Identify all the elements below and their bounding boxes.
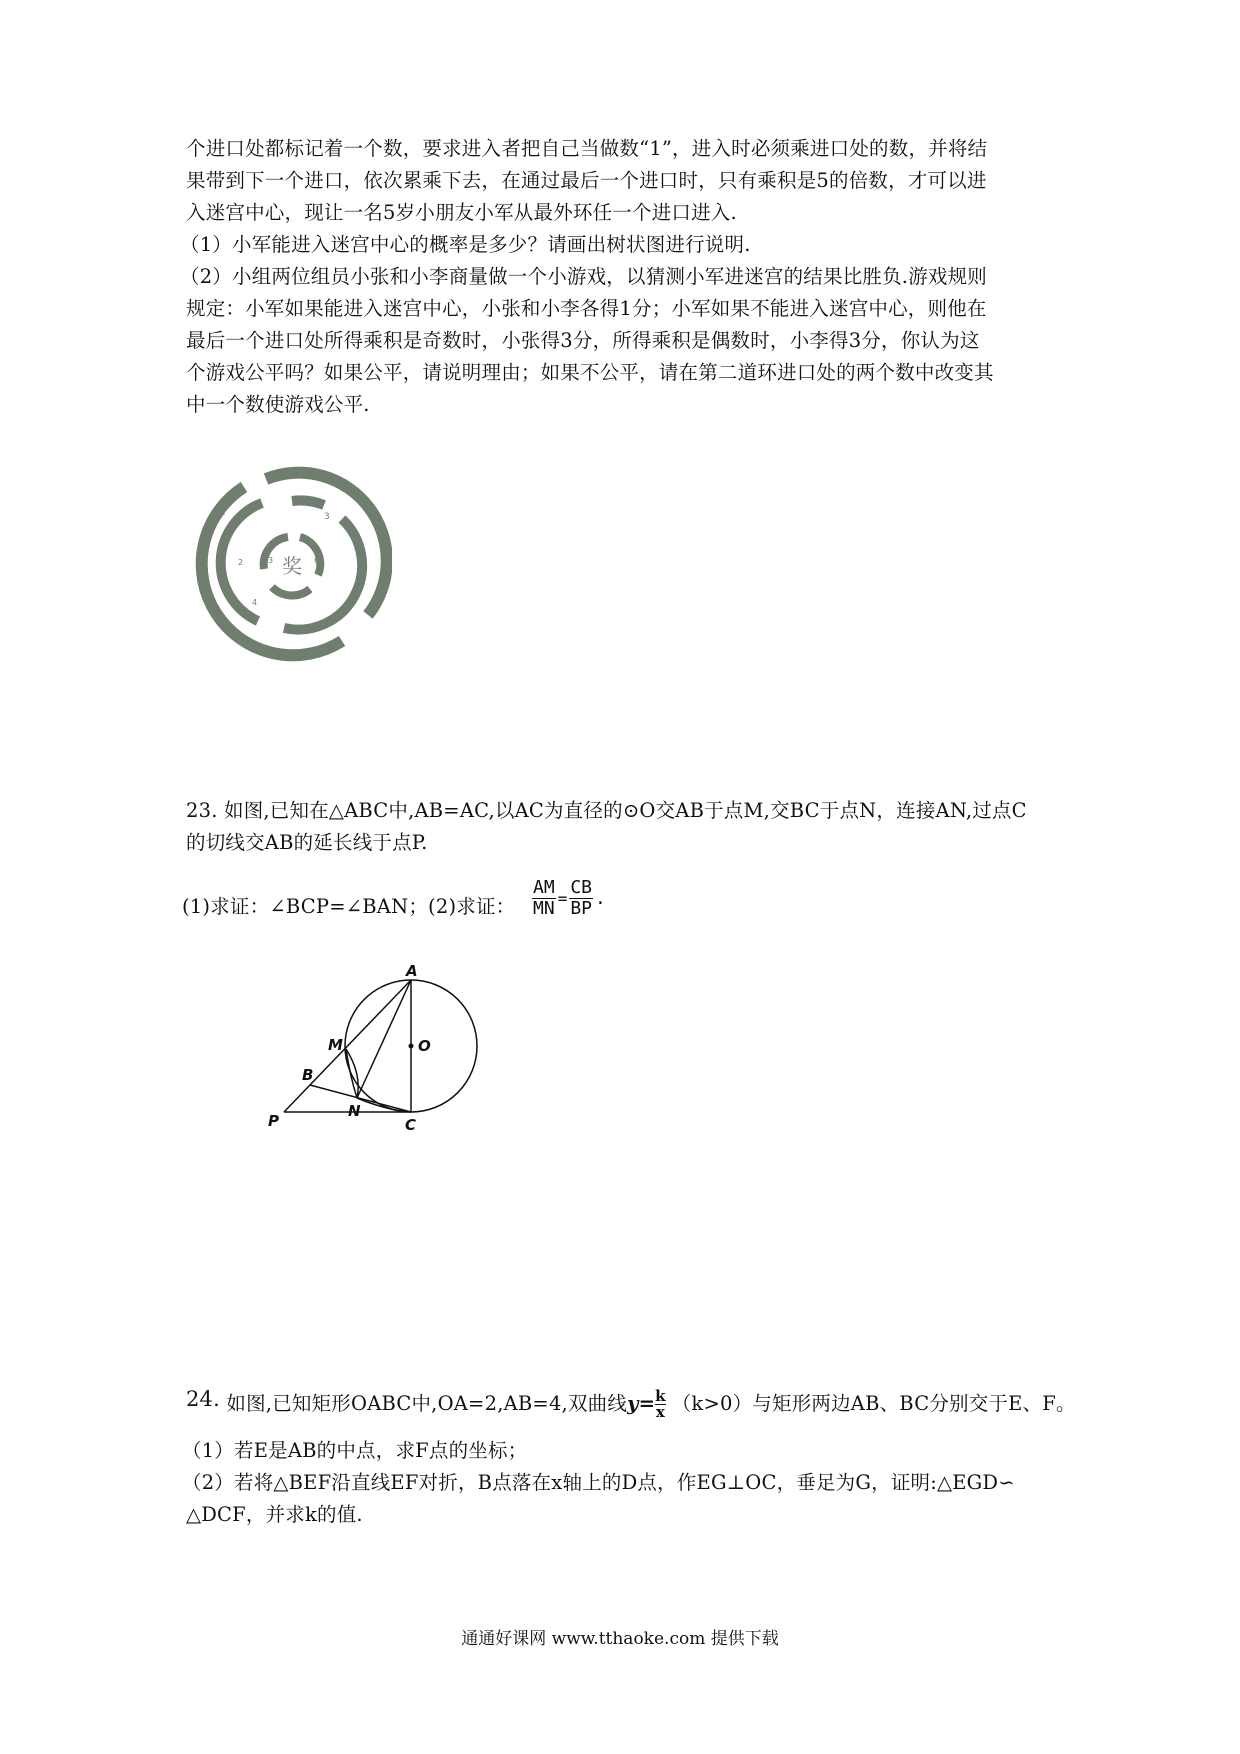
maze-middle-ring-arc-2 xyxy=(292,500,324,505)
circle-triangle-figure xyxy=(262,958,502,1158)
label-m: M xyxy=(328,1036,343,1054)
label-p: P xyxy=(268,1112,279,1130)
maze-label: 6 xyxy=(314,556,320,565)
maze-label: 2 xyxy=(220,508,226,518)
q24-text-b: （k>0）与矩形两边AB、BC分别交于E、F。 xyxy=(671,1392,1076,1415)
q24-line-1 xyxy=(186,1388,1076,1420)
period: . xyxy=(595,888,606,909)
label-a: A xyxy=(406,962,418,980)
fraction-numerator: CB xyxy=(570,877,593,898)
fraction-numerator: AM xyxy=(533,877,555,898)
page-footer: 通通好课网 www.tthaoke.com 提供下载 xyxy=(461,1629,779,1649)
label-b: B xyxy=(302,1066,314,1084)
q22-line-9: 中一个数使游戏公平. xyxy=(186,393,370,416)
fraction-denominator: MN xyxy=(533,898,555,919)
maze-label: 3 xyxy=(324,512,330,522)
maze-label: 4 xyxy=(252,598,258,607)
fraction-cb-bp xyxy=(569,878,593,919)
q22-line-6: 规定：小军如果能进入迷宫中心，小张和小李各得1分；小军如果不能进入迷宫中心，则他在 xyxy=(186,297,987,320)
q23-part1: (1)求证：∠BCP=∠BAN； xyxy=(182,895,429,918)
maze-figure xyxy=(192,465,392,665)
q23-line-1: 23. 如图,已知在△ABC中,AB=AC,以AC为直径的⊙O交AB于点M,交BC于点N，连接AN,过点C xyxy=(186,799,1027,822)
q24-text-a: 如图,已知矩形OABC中,OA=2,AB=4,双曲线 xyxy=(226,1392,628,1415)
q24-line-2: （1）若E是AB的中点，求F点的坐标； xyxy=(182,1439,528,1462)
q24-line-3: （2）若将△BEF沿直线EF对折，B点落在x轴上的D点，作EG⊥OC，垂足为G，证明:△EGD∽ xyxy=(182,1471,1015,1494)
label-c: C xyxy=(405,1116,417,1134)
q23-parts xyxy=(182,892,515,922)
q23-line-2: 的切线交AB的延长线于点P. xyxy=(186,831,428,854)
label-o: O xyxy=(418,1037,431,1055)
line-pa xyxy=(284,980,411,1112)
center-point-o xyxy=(409,1044,414,1049)
maze-label: 1 xyxy=(290,592,296,601)
maze-label: 3 xyxy=(268,556,274,565)
q22-line-4: （1）小军能进入迷宫中心的概率是多少？请画出树状图进行说明. xyxy=(180,233,751,256)
fraction-x: x xyxy=(655,1403,666,1421)
q23-fraction-expression xyxy=(530,878,606,919)
q22-line-8: 个游戏公平吗？如果公平，请说明理由；如果不公平，请在第二道环进口处的两个数中改变其 xyxy=(186,361,994,384)
maze-center: 奖 xyxy=(282,554,302,578)
label-n: N xyxy=(348,1102,361,1120)
maze-label: 2 xyxy=(238,558,244,567)
fraction-denominator: BP xyxy=(570,898,593,919)
q24-line-4: △DCF，并求k的值. xyxy=(186,1503,363,1526)
equals-sign: = xyxy=(557,889,568,908)
function-y: y= xyxy=(627,1392,656,1415)
fraction-k-over-x xyxy=(655,1389,666,1420)
q22-line-3: 入迷宫中心，现让一名5岁小朋友小军从最外环任一个进口进入. xyxy=(186,201,737,224)
fraction-k: k xyxy=(655,1387,666,1405)
q24-number: 24. xyxy=(186,1387,220,1411)
maze-label: 1 xyxy=(342,608,348,618)
q22-line-7: 最后一个进口处所得乘积是奇数时，小张得3分，所得乘积是偶数时，小李得3分，你认为这 xyxy=(186,329,980,352)
q23-part2: (2)求证： xyxy=(428,895,516,918)
q22-line-5: （2）小组两位组员小张和小李商量做一个小游戏，以猜测小军进迷宫的结果比胜负.游戏规则 xyxy=(180,265,988,288)
q22-line-1: 个进口处都标记着一个数，要求进入者把自己当做数“1”，进入时必须乘进口处的数，并将结 xyxy=(186,137,988,160)
q22-line-2: 果带到下一个进口，依次累乘下去，在通过最后一个进口时，只有乘积是5的倍数，才可以进 xyxy=(186,169,987,192)
fraction-am-mn xyxy=(532,878,556,919)
